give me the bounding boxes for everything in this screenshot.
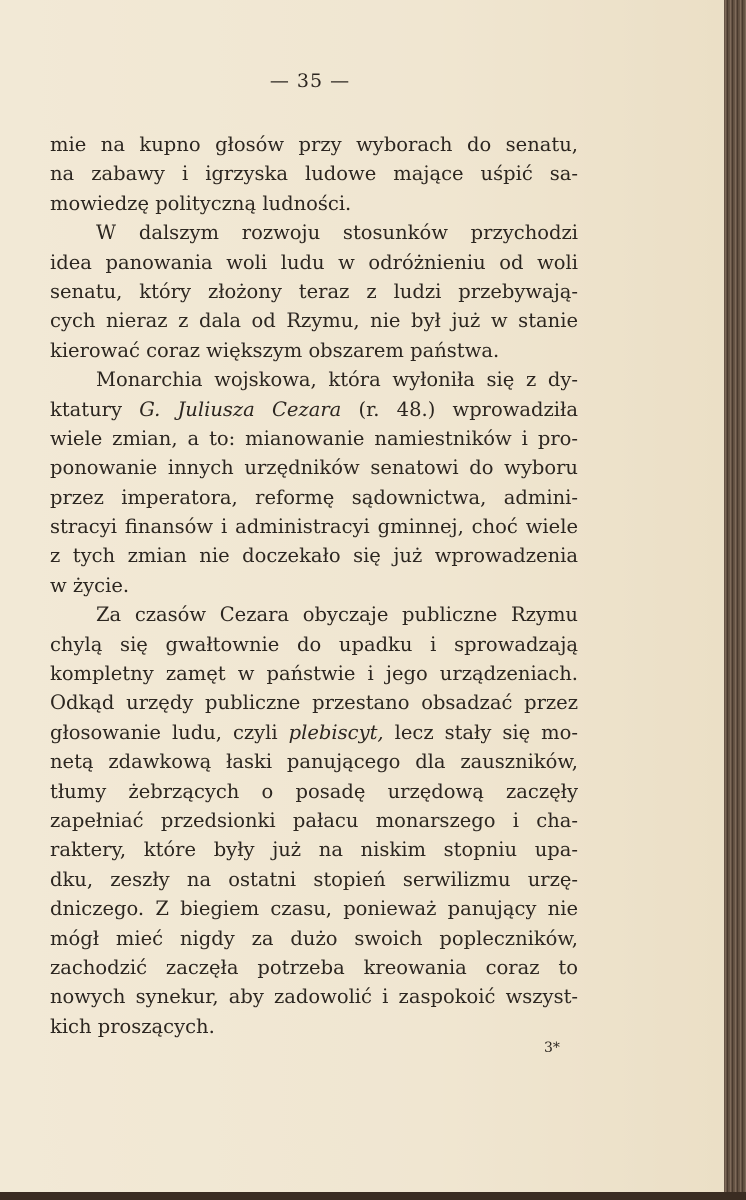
text-line: chylą się gwałtownie do upadku i sprowadzają xyxy=(50,632,578,656)
italic-text: plebiscyt, xyxy=(288,720,384,744)
text-line: z tych zmian nie doczekało się już wprowadzenia xyxy=(50,544,578,568)
text-segment: ktatury xyxy=(50,397,140,421)
text-line: nowych synekur, aby zadowolić i zaspokoić wszyst- xyxy=(50,985,578,1009)
text-line: W dalszym rozwoju stosunków przychodzi xyxy=(96,221,578,245)
text-line: zachodzić zaczęła potrzeba kreowania coraz to xyxy=(50,955,578,979)
text-line: mowiedzę polityczną ludności. xyxy=(50,191,352,215)
text-line: w życie. xyxy=(50,573,130,597)
text-line: kierować coraz większym obszarem państwa. xyxy=(50,338,500,362)
text-segment: (r. 48.) wprowadziła xyxy=(341,397,578,421)
text-line: ponowanie innych urzędników senatowi do wyboru xyxy=(50,456,578,480)
text-line: Za czasów Cezara obyczaje publiczne Rzymu xyxy=(96,603,578,627)
text-segment: lecz stały się mo- xyxy=(383,720,578,744)
text-line: senatu, który złożony teraz z ludzi przebywają- xyxy=(50,279,578,303)
italic-text: G. Juliusza Cezara xyxy=(139,397,342,421)
text-segment: głosowanie ludu, czyli xyxy=(50,720,289,744)
text-line: cych nieraz z dala od Rzymu, nie był już w stanie xyxy=(50,309,578,333)
text-line: netą zdawkową łaski panującego dla zauszników, xyxy=(50,750,578,774)
page-number: — 35 — xyxy=(269,70,351,92)
text-line: na zabawy i igrzyska ludowe mające uśpić sa- xyxy=(50,162,578,186)
text-line: mie na kupno głosów przy wyborach do senatu, xyxy=(50,133,578,156)
text-line: Monarchia wojskowa, która wyłoniła się z dy- xyxy=(96,368,578,392)
text-line: stracyi finansów i administracyi gminnej, choć wiele xyxy=(50,515,578,539)
text-line: dniczego. Z biegiem czasu, ponieważ panujący nie xyxy=(50,897,578,921)
text-line: tłumy żebrzących o posadę urzędową zaczęły xyxy=(50,779,578,803)
text-line xyxy=(50,395,578,424)
text-line: kich proszących. xyxy=(50,1014,215,1038)
text-line: Odkąd urzędy publiczne przestano obsadzać przez xyxy=(50,691,578,715)
book-page-edges xyxy=(724,0,746,1200)
text-line: raktery, które były już na niskim stopniu upa- xyxy=(50,838,578,862)
text-line: zapełniać przedsionki pałacu monarszego i cha- xyxy=(50,808,578,832)
text-line: idea panowania woli ludu w odróżnieniu od woli xyxy=(50,250,578,274)
text-line xyxy=(50,718,578,747)
text-line: wiele zmian, a to: mianowanie namiestników i pro- xyxy=(50,426,578,450)
text-line: kompletny zamęt w państwie i jego urządzeniach. xyxy=(50,662,578,686)
printer-signature-mark: 3* xyxy=(544,1040,560,1056)
page-bottom-edge xyxy=(0,1192,746,1200)
text-line: przez imperatora, reformę sądownictwa, admini- xyxy=(50,485,578,509)
text-line: mógł mieć nigdy za dużo swoich popleczników, xyxy=(50,926,578,950)
body-text xyxy=(50,130,578,1041)
text-line: dku, zeszły na ostatni stopień serwilizmu urzę- xyxy=(50,867,578,891)
